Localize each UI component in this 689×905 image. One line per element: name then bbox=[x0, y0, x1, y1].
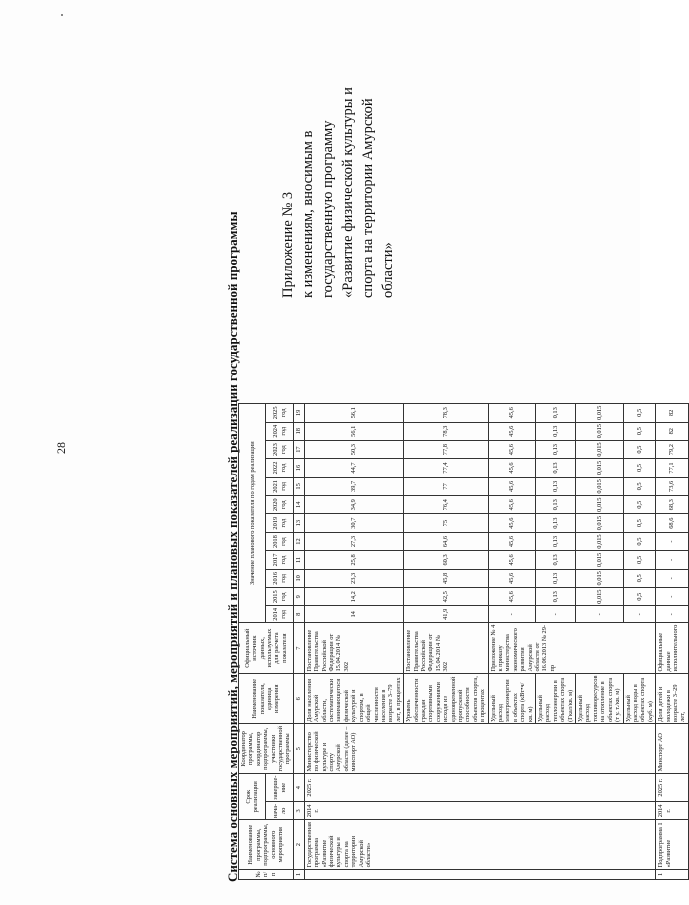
indicator-source: Постановление Правительства Российской Федерации от 15.04.2014 № 302 bbox=[404, 623, 488, 674]
indicator-name: Удельный расход воды в объектах спорта (куб. м) bbox=[623, 674, 656, 724]
header-indicator: Наименование показателя, единица измерения bbox=[239, 674, 294, 724]
indicator-value: 23,3 bbox=[304, 569, 403, 587]
header-year: 2016 год bbox=[266, 569, 293, 587]
header-num: № п/п bbox=[239, 869, 294, 879]
indicator-value: 45,6 bbox=[488, 569, 535, 587]
scan-speck bbox=[61, 14, 63, 16]
indicator-value: 0,13 bbox=[536, 422, 576, 440]
indicator-value: 25,8 bbox=[304, 551, 403, 569]
indicator-value: 56,1 bbox=[304, 422, 403, 440]
indicator-value: - bbox=[656, 569, 689, 587]
indicator-name: Доля населения Амурской области, систематически занимающегося физической культурой и спортом, в общей численности населения в возрасте 3–79 лет, в процентах bbox=[304, 674, 403, 724]
page-number: 28 bbox=[54, 442, 68, 454]
header-year: 2015 год bbox=[266, 588, 293, 606]
header-source: Официальный источник данных, используемых для расчета показателя bbox=[239, 623, 294, 674]
subprogram-end: 2025 г. bbox=[656, 774, 689, 802]
program-name: Государственная программа «Развитие физической культуры и спорта на территории Амурской области» bbox=[304, 820, 655, 869]
indicator-value: 77,1 bbox=[656, 459, 689, 477]
column-number: 13 bbox=[293, 514, 304, 532]
header-year: 2014 год bbox=[266, 606, 293, 623]
appendix-line: государственную программу bbox=[320, 120, 336, 298]
indicator-value: 0,015 bbox=[576, 588, 623, 606]
indicator-value: 42,5 bbox=[404, 588, 488, 606]
column-number: 19 bbox=[293, 404, 304, 422]
indicator-value: 0,015 bbox=[576, 551, 623, 569]
indicator-value: 27,3 bbox=[304, 532, 403, 550]
program-start: 2014 г. bbox=[304, 802, 655, 820]
indicator-value: 0,5 bbox=[623, 477, 656, 495]
indicator-value: 64,6 bbox=[404, 532, 488, 550]
program-coordinator: Министерство по физической культуре и спорту Амурской области (далее – минспорт АО) bbox=[304, 724, 655, 774]
program-end: 2025 г. bbox=[304, 774, 655, 802]
column-number: 5 bbox=[293, 724, 304, 774]
indicator-value: 34,9 bbox=[304, 496, 403, 514]
header-year: 2023 год bbox=[266, 440, 293, 458]
indicator-value: 39,7 bbox=[304, 477, 403, 495]
indicator-value: - bbox=[656, 532, 689, 550]
indicator-value: 0,015 bbox=[576, 532, 623, 550]
header-start: нача-ло bbox=[266, 802, 293, 820]
indicator-value: 0,13 bbox=[536, 440, 576, 458]
indicator-value: 0,13 bbox=[536, 588, 576, 606]
indicator-value: - bbox=[488, 606, 535, 623]
indicator-value: 14 bbox=[304, 606, 403, 623]
column-number: 16 bbox=[293, 459, 304, 477]
indicator-value: 0,015 bbox=[576, 496, 623, 514]
indicator-value: 0,5 bbox=[623, 569, 656, 587]
indicator-value: 50,3 bbox=[304, 440, 403, 458]
indicator-value: 45,6 bbox=[488, 440, 535, 458]
column-number: 1 bbox=[293, 869, 304, 879]
column-number: 2 bbox=[293, 820, 304, 869]
indicator-value: 0,015 bbox=[576, 404, 623, 422]
indicator-value: 79,2 bbox=[656, 440, 689, 458]
indicator-value: 0,5 bbox=[623, 404, 656, 422]
indicator-value: 77 bbox=[404, 477, 488, 495]
indicator-value: 0,13 bbox=[536, 569, 576, 587]
indicator-value: 45,6 bbox=[488, 404, 535, 422]
indicator-value: 0,13 bbox=[536, 459, 576, 477]
appendix-line: области» bbox=[380, 242, 396, 298]
indicator-value: 45,6 bbox=[488, 459, 535, 477]
indicator-value: 0,13 bbox=[536, 532, 576, 550]
indicator-name: Удельный расход электроэнергии в объектах спорта (кВт•ч/кв. м) bbox=[488, 674, 535, 724]
indicator-value: - bbox=[623, 606, 656, 623]
indicator-value: 68,3 bbox=[656, 496, 689, 514]
indicator-value: 14,2 bbox=[304, 588, 403, 606]
indicator-value: 45,6 bbox=[488, 422, 535, 440]
appendix-line: спорта на территории Амурской bbox=[360, 98, 376, 298]
header-year: 2018 год bbox=[266, 532, 293, 550]
indicator-value: 45,6 bbox=[488, 532, 535, 550]
program-table bbox=[238, 403, 689, 880]
header-term: Срок реализации bbox=[239, 774, 266, 820]
header-year: 2025 год bbox=[266, 404, 293, 422]
indicator-source: Приложение № 4 к приказу министерства экономического развития Амурской области от 16.06.2013 № 29-пр bbox=[488, 623, 656, 674]
indicator-value: 78,3 bbox=[404, 404, 488, 422]
indicator-value: 0,5 bbox=[623, 422, 656, 440]
column-number: 17 bbox=[293, 440, 304, 458]
header-year: 2021 год bbox=[266, 477, 293, 495]
header-end: заверше-ние bbox=[266, 774, 293, 802]
header-year: 2017 год bbox=[266, 551, 293, 569]
indicator-value: 82 bbox=[656, 422, 689, 440]
appendix-block bbox=[278, 18, 398, 298]
indicator-value: 0,13 bbox=[536, 514, 576, 532]
column-number: 12 bbox=[293, 532, 304, 550]
subprogram-coordinator: Минспорт АО bbox=[656, 724, 689, 774]
indicator-value: 45,6 bbox=[488, 496, 535, 514]
indicator-value: 0,13 bbox=[536, 404, 576, 422]
indicator-value: 0,5 bbox=[623, 588, 656, 606]
indicator-value: 0,5 bbox=[623, 514, 656, 532]
indicator-source: Постановление Правительства Российской Федерации от 15.04.2014 № 302 bbox=[304, 623, 403, 674]
indicator-value: 30,7 bbox=[304, 514, 403, 532]
indicator-value: 60,3 bbox=[404, 551, 488, 569]
indicator-value: 75 bbox=[404, 514, 488, 532]
column-number: 3 bbox=[293, 802, 304, 820]
indicator-value: 45,8 bbox=[404, 569, 488, 587]
appendix-line: Приложение № 3 bbox=[280, 191, 296, 298]
indicator-name: Уровень обеспеченности граждан спортивными сооружениями исходя из единовременной пропускной способности объектов спорта, в процентах bbox=[404, 674, 488, 724]
indicator-name: Доля детей и молодежи в возрасте 3–29 лет, bbox=[656, 674, 689, 724]
indicator-value: 0,5 bbox=[623, 551, 656, 569]
indicator-value: 0,13 bbox=[536, 477, 576, 495]
indicator-value: 0,5 bbox=[623, 459, 656, 477]
column-number: 10 bbox=[293, 569, 304, 587]
column-number: 15 bbox=[293, 477, 304, 495]
indicator-value: 0,015 bbox=[576, 514, 623, 532]
subprogram-start: 2014 г. bbox=[656, 802, 689, 820]
appendix-line: к изменениям, вносимым в bbox=[300, 130, 316, 298]
indicator-value: 41,9 bbox=[404, 606, 488, 623]
header-coordinator: Координатор программы, координатор подпрограммы, участники государственной программы bbox=[240, 726, 292, 772]
indicator-value: 45,6 bbox=[488, 588, 535, 606]
indicator-value: 44,7 bbox=[304, 459, 403, 477]
indicator-name: Удельный расход теплоэнергии в объектах спорта (Гкал/кв. м) bbox=[536, 674, 576, 724]
indicator-value: 0,015 bbox=[576, 459, 623, 477]
program-table-container bbox=[238, 403, 689, 880]
column-number: 8 bbox=[293, 606, 304, 623]
table-row bbox=[304, 404, 403, 880]
indicator-value: - bbox=[656, 588, 689, 606]
document-title: Система основных мероприятий, мероприятий и плановых показателей реализации государственной программы bbox=[225, 211, 240, 882]
indicator-value: 77,4 bbox=[404, 459, 488, 477]
indicator-value: 0,5 bbox=[623, 532, 656, 550]
indicator-value: 78,3 bbox=[404, 422, 488, 440]
header-year: 2024 год bbox=[266, 422, 293, 440]
indicator-value: 45,6 bbox=[488, 514, 535, 532]
indicator-value: 0,015 bbox=[576, 440, 623, 458]
indicator-value: 82 bbox=[656, 404, 689, 422]
header-year: 2022 год bbox=[266, 459, 293, 477]
indicator-value: 0,5 bbox=[623, 496, 656, 514]
indicator-value: 0,015 bbox=[576, 569, 623, 587]
indicator-source: Официальные данные исполнительного bbox=[656, 623, 689, 674]
header-name: Наименование программы, подпрограммы, основного мероприятия bbox=[239, 820, 294, 869]
column-number: 9 bbox=[293, 588, 304, 606]
header-values: Значение планового показателя по годам реализации bbox=[239, 404, 266, 623]
header-year: 2020 год bbox=[266, 496, 293, 514]
indicator-value: - bbox=[656, 551, 689, 569]
table-row bbox=[656, 404, 689, 880]
column-number: 6 bbox=[293, 674, 304, 724]
indicator-value: 77,8 bbox=[404, 440, 488, 458]
indicator-value: 0,5 bbox=[623, 440, 656, 458]
row-num: 1 bbox=[656, 869, 689, 879]
indicator-value: - bbox=[576, 606, 623, 623]
column-number: 14 bbox=[293, 496, 304, 514]
row-num bbox=[304, 869, 655, 879]
column-number: 18 bbox=[293, 422, 304, 440]
indicator-value: - bbox=[656, 606, 689, 623]
indicator-value: 56,1 bbox=[304, 404, 403, 422]
indicator-value: 68,6 bbox=[656, 514, 689, 532]
appendix-line: «Развитие физической культуры и bbox=[340, 87, 356, 298]
header-year: 2019 год bbox=[266, 514, 293, 532]
column-number: 4 bbox=[293, 774, 304, 802]
indicator-value: 76,4 bbox=[404, 496, 488, 514]
indicator-value: - bbox=[536, 606, 576, 623]
indicator-value: 45,6 bbox=[488, 477, 535, 495]
indicator-value: 0,015 bbox=[576, 477, 623, 495]
indicator-value: 0,13 bbox=[536, 496, 576, 514]
indicator-value: 0,015 bbox=[576, 422, 623, 440]
indicator-value: 45,6 bbox=[488, 551, 535, 569]
column-number: 7 bbox=[293, 623, 304, 674]
indicator-value: 0,13 bbox=[536, 551, 576, 569]
indicator-name: Удельный расход топливоресурсов на отопление в объектах спорта (т у. т./кв. м) bbox=[577, 675, 622, 722]
indicator-value: 73,6 bbox=[656, 477, 689, 495]
subprogram-name: Подпрограмма 1 «Развитие bbox=[656, 820, 689, 869]
column-number: 11 bbox=[293, 551, 304, 569]
